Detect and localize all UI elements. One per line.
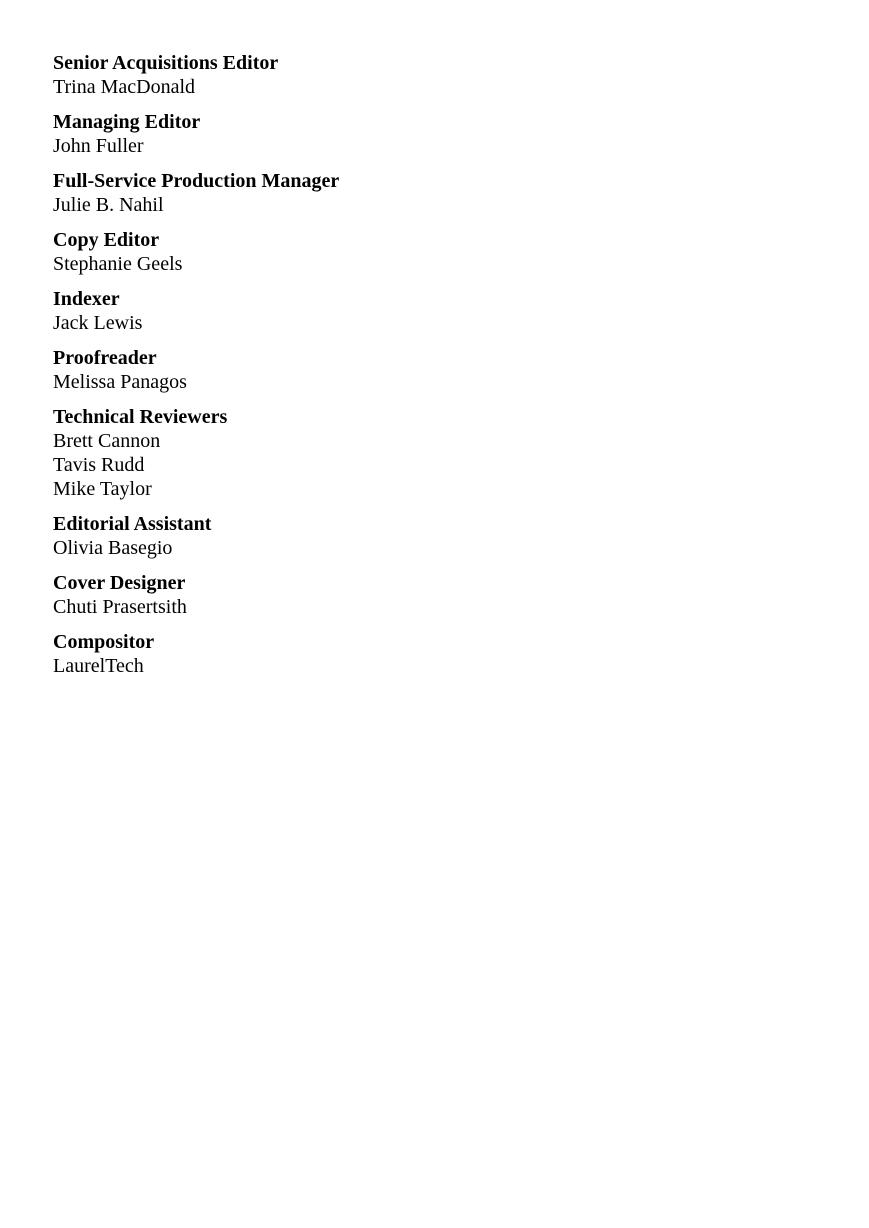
person-name: John Fuller [53, 135, 144, 157]
role-heading: Senior Acquisitions Editor [53, 52, 279, 74]
role-heading: Indexer [53, 288, 120, 310]
credit-technical-reviewers [53, 405, 813, 501]
role-heading: Proofreader [53, 347, 157, 369]
person-name: Brett Cannon [53, 430, 161, 452]
credit-proofreader [53, 346, 813, 394]
person-name: Trina MacDonald [53, 76, 196, 98]
role-heading: Cover Designer [53, 572, 186, 594]
person-name: Melissa Panagos [53, 371, 187, 393]
person-name: Chuti Prasertsith [53, 596, 187, 618]
person-name: Julie B. Nahil [53, 194, 164, 216]
role-heading: Copy Editor [53, 229, 160, 251]
credit-compositor [53, 630, 813, 678]
credit-copy-editor [53, 228, 813, 276]
person-name: Stephanie Geels [53, 253, 183, 275]
role-heading: Technical Reviewers [53, 406, 228, 428]
person-name: Tavis Rudd [53, 454, 145, 476]
credit-production-manager [53, 169, 813, 217]
credit-cover-designer [53, 571, 813, 619]
role-heading: Full-Service Production Manager [53, 170, 340, 192]
person-name: LaurelTech [53, 655, 144, 677]
person-name: Olivia Basegio [53, 537, 173, 559]
credit-editorial-assistant [53, 512, 813, 560]
credit-managing-editor [53, 110, 813, 158]
person-name: Mike Taylor [53, 478, 152, 500]
credit-senior-acquisitions-editor [53, 51, 813, 99]
person-name: Jack Lewis [53, 312, 143, 334]
role-heading: Editorial Assistant [53, 513, 212, 535]
role-heading: Compositor [53, 631, 155, 653]
credits-list [53, 51, 813, 689]
credit-indexer [53, 287, 813, 335]
role-heading: Managing Editor [53, 111, 201, 133]
